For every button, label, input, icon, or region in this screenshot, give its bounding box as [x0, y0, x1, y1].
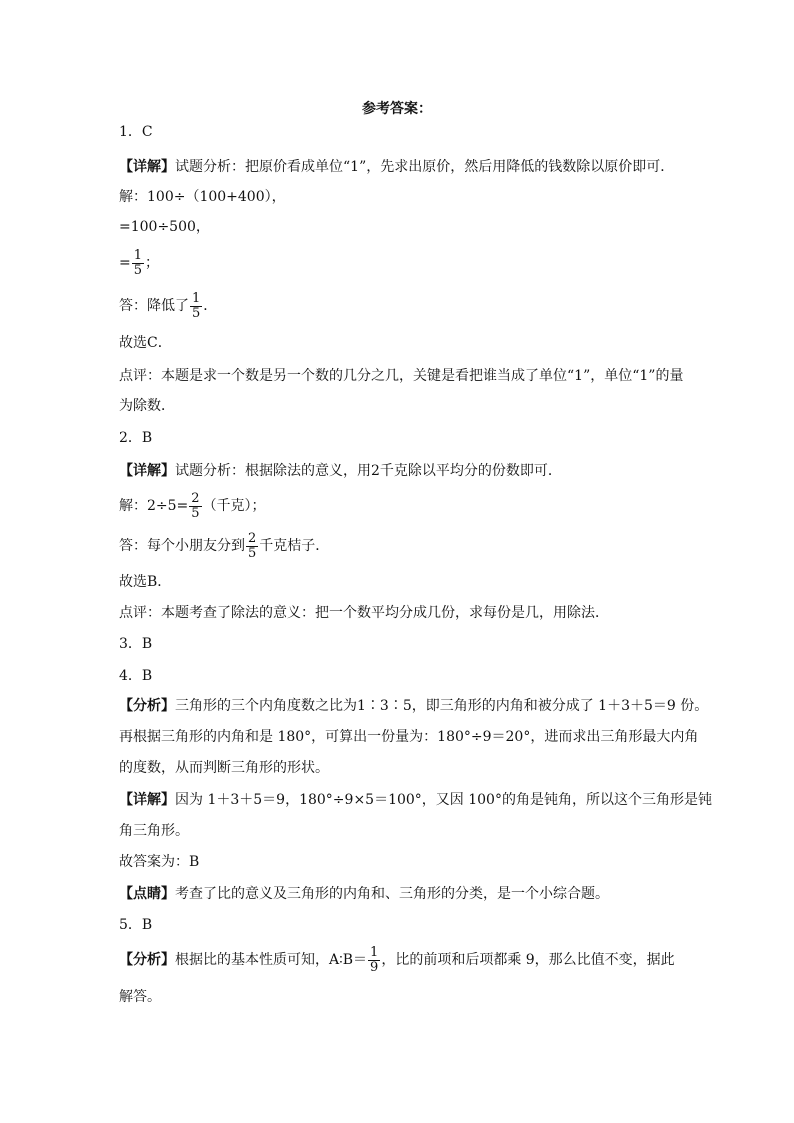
q1-step1: 解：100÷（100+400），: [119, 189, 286, 205]
q2-answer: [119, 530, 329, 562]
q4-comment: [119, 884, 609, 904]
q1-step3-suffix: ；: [145, 255, 160, 271]
q2-answer-fraction: [246, 532, 258, 561]
q4-detail-1: [119, 790, 712, 810]
q1-number: 1．C: [119, 124, 153, 140]
q2-detail-tag: 【详解】: [119, 463, 175, 479]
q1-step2: =100÷500，: [119, 219, 210, 235]
q1-ans-frac-den: 5: [192, 305, 201, 321]
q5-analysis-tag: 【分析】: [119, 952, 175, 968]
page-title: 参考答案：: [362, 101, 432, 117]
q4-detail-text-1: 因为 1＋3＋5＝9，180°÷9×5＝100°，又因 100°的角是钝角，所以这个三角形是钝: [175, 792, 712, 808]
q2-fraction: [189, 492, 201, 521]
q4-detail-tag: 【详解】: [119, 792, 175, 808]
q1-comment-1: 点评：本题是求一个数是另一个数的几分之几，关键是看把谁当成了单位“1”，单位“1”的量: [119, 368, 684, 384]
q2-ans-frac-num: 2: [248, 530, 257, 546]
q1-frac-den: 5: [133, 262, 143, 278]
q3-number: 3．B: [119, 636, 153, 652]
q4-analysis-1: [119, 696, 708, 716]
q1-ans-frac-num: 1: [192, 290, 201, 306]
q1-frac-num: 1: [133, 247, 143, 263]
q1-detail: [119, 157, 674, 177]
q5-analysis-suffix: ，比的前项和后项都乘 9，那么比值不变，据此: [381, 952, 675, 968]
q1-comment-2: 为除数．: [119, 398, 175, 414]
q1-step3-prefix: =: [119, 255, 131, 271]
q4-detail-2: 角三角形。: [119, 823, 189, 839]
q4-analysis-tag: 【分析】: [119, 698, 175, 714]
q2-step-suffix: （千克）；: [202, 498, 266, 514]
q2-ans-frac-den: 5: [248, 545, 257, 561]
q2-answer-suffix: 千克桔子．: [259, 538, 330, 554]
q1-choice: 故选C．: [119, 335, 172, 351]
q2-number: 2．B: [119, 430, 153, 446]
q2-analysis: 试题分析：根据除法的意义，用2千克除以平均分的份数即可．: [175, 463, 562, 479]
q5-analysis-2: 解答。: [119, 989, 161, 1005]
q4-analysis-2: 再根据三角形的内角和是 180°，可算出一份量为：180°÷9＝20°，进而求出三角形最大内角: [119, 729, 699, 745]
q4-comment-text: 考查了比的意义及三角形的内角和、三角形的分类，是一个小综合题。: [175, 886, 609, 902]
q1-step3: [119, 247, 159, 279]
q2-choice: 故选B．: [119, 574, 172, 590]
q5-frac-num: 1: [370, 944, 379, 960]
q2-step: [119, 490, 266, 522]
q2-frac-den: 5: [191, 505, 200, 521]
q4-analysis-3: 的度数，从而判断三角形的形状。: [119, 760, 329, 776]
q2-comment: 点评：本题考查了除法的意义：把一个数平均分成几份，求每份是几，用除法．: [119, 605, 609, 621]
q1-answer-fraction: [190, 292, 202, 321]
q2-answer-prefix: 答：每个小朋友分到: [119, 538, 245, 554]
q1-answer: [119, 290, 217, 322]
q1-analysis: 试题分析：把原价看成单位“1”，先求出原价，然后用降低的钱数除以原价即可．: [175, 159, 675, 175]
q2-frac-num: 2: [191, 490, 200, 506]
q2-step-prefix: 解：2÷5=: [119, 498, 189, 514]
q1-detail-tag: 【详解】: [119, 159, 175, 175]
q5-analysis-1: [119, 944, 675, 976]
q5-fraction: [368, 946, 380, 975]
q4-answer: 故答案为：B: [119, 854, 200, 870]
q5-number: 5．B: [119, 917, 153, 933]
q1-answer-prefix: 答：降低了: [119, 298, 189, 314]
q2-detail: [119, 461, 562, 481]
q1-answer-suffix: ．: [203, 298, 218, 314]
q5-analysis-prefix: 根据比的基本性质可知，A∶B＝: [175, 952, 368, 968]
q5-frac-den: 9: [370, 959, 379, 975]
q4-comment-tag: 【点睛】: [119, 886, 175, 902]
q4-analysis-text-1: 三角形的三个内角度数之比为1∶3∶5，即三角形的内角和被分成了 1＋3＋5＝9 份。: [175, 698, 709, 714]
q4-number: 4．B: [119, 668, 153, 684]
q1-fraction: [132, 249, 144, 278]
